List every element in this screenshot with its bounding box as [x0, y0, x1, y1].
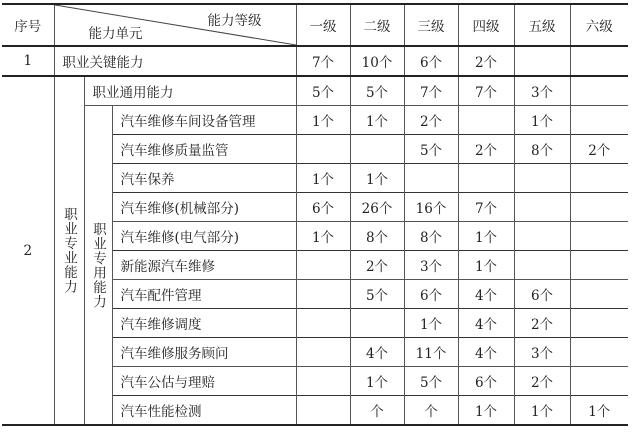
row1-value-1: 7个 — [296, 46, 350, 76]
general-value-6 — [570, 76, 628, 106]
table-row-general-ability — [2, 76, 628, 106]
item-value: 1个 — [458, 222, 514, 251]
item-value: 6个 — [404, 280, 458, 309]
item-value: 1个 — [404, 309, 458, 338]
header-level-label: 能力等级 — [207, 13, 262, 29]
special-label: 职业专用能力 — [90, 221, 106, 309]
header-level-6: 六级 — [570, 4, 628, 46]
item-value — [514, 222, 570, 251]
item-value — [296, 396, 350, 426]
item-value — [350, 135, 404, 164]
item-name: 汽车维修(电气部分) — [112, 222, 296, 251]
table-row — [2, 106, 628, 135]
header-seq: 序号 — [2, 4, 54, 46]
item-value: 个 — [404, 396, 458, 426]
item-value — [570, 106, 628, 135]
item-value: 7个 — [458, 193, 514, 222]
item-value — [404, 164, 458, 193]
item-value: 1个 — [458, 396, 514, 426]
table-row-key-ability — [2, 46, 628, 76]
item-value — [296, 280, 350, 309]
item-name: 汽车维修车间设备管理 — [112, 106, 296, 135]
item-value: 1个 — [570, 396, 628, 426]
item-value — [570, 367, 628, 396]
header-diagonal-cell — [54, 4, 296, 46]
item-value: 4个 — [350, 338, 404, 367]
item-value — [350, 309, 404, 338]
item-value: 5个 — [350, 280, 404, 309]
item-value: 2个 — [570, 135, 628, 164]
item-value: 1个 — [514, 106, 570, 135]
row2-seq: 2 — [2, 76, 54, 425]
item-value: 2个 — [514, 309, 570, 338]
item-value — [296, 338, 350, 367]
row1-value-2: 10个 — [350, 46, 404, 76]
header-unit-label: 能力单元 — [88, 26, 143, 42]
item-value — [514, 164, 570, 193]
header-level-2: 二级 — [350, 4, 404, 46]
item-name: 新能源汽车维修 — [112, 251, 296, 280]
item-value: 1个 — [350, 367, 404, 396]
item-value: 4个 — [458, 309, 514, 338]
special-label-cell — [84, 106, 112, 426]
item-value — [570, 222, 628, 251]
item-value — [514, 193, 570, 222]
item-value — [458, 164, 514, 193]
item-value: 个 — [350, 396, 404, 426]
item-value — [514, 251, 570, 280]
item-value — [570, 193, 628, 222]
general-value-4: 7个 — [458, 76, 514, 106]
item-name: 汽车维修服务顾问 — [112, 338, 296, 367]
row1-name: 职业关键能力 — [54, 46, 296, 76]
row1-value-3: 6个 — [404, 46, 458, 76]
item-value: 16个 — [404, 193, 458, 222]
item-value: 2个 — [514, 367, 570, 396]
item-value: 1个 — [296, 222, 350, 251]
header-level-4: 四级 — [458, 4, 514, 46]
item-value — [296, 251, 350, 280]
item-name: 汽车公估与理赔 — [112, 367, 296, 396]
row2-group-cell — [54, 76, 84, 425]
item-value: 8个 — [404, 222, 458, 251]
general-value-5: 3个 — [514, 76, 570, 106]
item-value — [296, 309, 350, 338]
item-value — [458, 106, 514, 135]
item-value: 3个 — [514, 338, 570, 367]
item-value: 2个 — [350, 251, 404, 280]
header-row — [2, 4, 628, 46]
row1-value-6 — [570, 46, 628, 76]
item-name: 汽车配件管理 — [112, 280, 296, 309]
item-value: 1个 — [514, 396, 570, 426]
item-value: 6个 — [514, 280, 570, 309]
item-name: 汽车维修(机械部分) — [112, 193, 296, 222]
item-value: 8个 — [514, 135, 570, 164]
item-value — [296, 135, 350, 164]
item-value — [296, 367, 350, 396]
row1-value-4: 2个 — [458, 46, 514, 76]
general-value-3: 7个 — [404, 76, 458, 106]
row2-group-label: 职业专业能力 — [61, 207, 77, 294]
item-value: 26个 — [350, 193, 404, 222]
item-value: 11个 — [404, 338, 458, 367]
item-name: 汽车性能检测 — [112, 396, 296, 426]
item-value: 2个 — [458, 135, 514, 164]
item-value — [570, 164, 628, 193]
row1-seq: 1 — [2, 46, 54, 76]
header-level-1: 一级 — [296, 4, 350, 46]
item-value: 6个 — [296, 193, 350, 222]
item-value: 1个 — [296, 106, 350, 135]
general-value-2: 5个 — [350, 76, 404, 106]
item-value: 1个 — [350, 106, 404, 135]
row1-value-5 — [514, 46, 570, 76]
item-value: 6个 — [458, 367, 514, 396]
item-name: 汽车维修质量监管 — [112, 135, 296, 164]
item-name: 汽车维修调度 — [112, 309, 296, 338]
item-value: 2个 — [404, 106, 458, 135]
general-value-1: 5个 — [296, 76, 350, 106]
item-value: 8个 — [350, 222, 404, 251]
header-level-5: 五级 — [514, 4, 570, 46]
item-value: 3个 — [404, 251, 458, 280]
item-value — [570, 251, 628, 280]
item-value: 4个 — [458, 280, 514, 309]
item-value — [570, 309, 628, 338]
general-name: 职业通用能力 — [84, 76, 296, 106]
item-value — [570, 338, 628, 367]
item-value: 4个 — [458, 338, 514, 367]
item-value: 1个 — [350, 164, 404, 193]
item-name: 汽车保养 — [112, 164, 296, 193]
item-value: 5个 — [404, 367, 458, 396]
header-level-3: 三级 — [404, 4, 458, 46]
item-value: 1个 — [458, 251, 514, 280]
item-value — [570, 280, 628, 309]
item-value: 5个 — [404, 135, 458, 164]
ability-level-table — [2, 3, 628, 426]
item-value: 1个 — [296, 164, 350, 193]
